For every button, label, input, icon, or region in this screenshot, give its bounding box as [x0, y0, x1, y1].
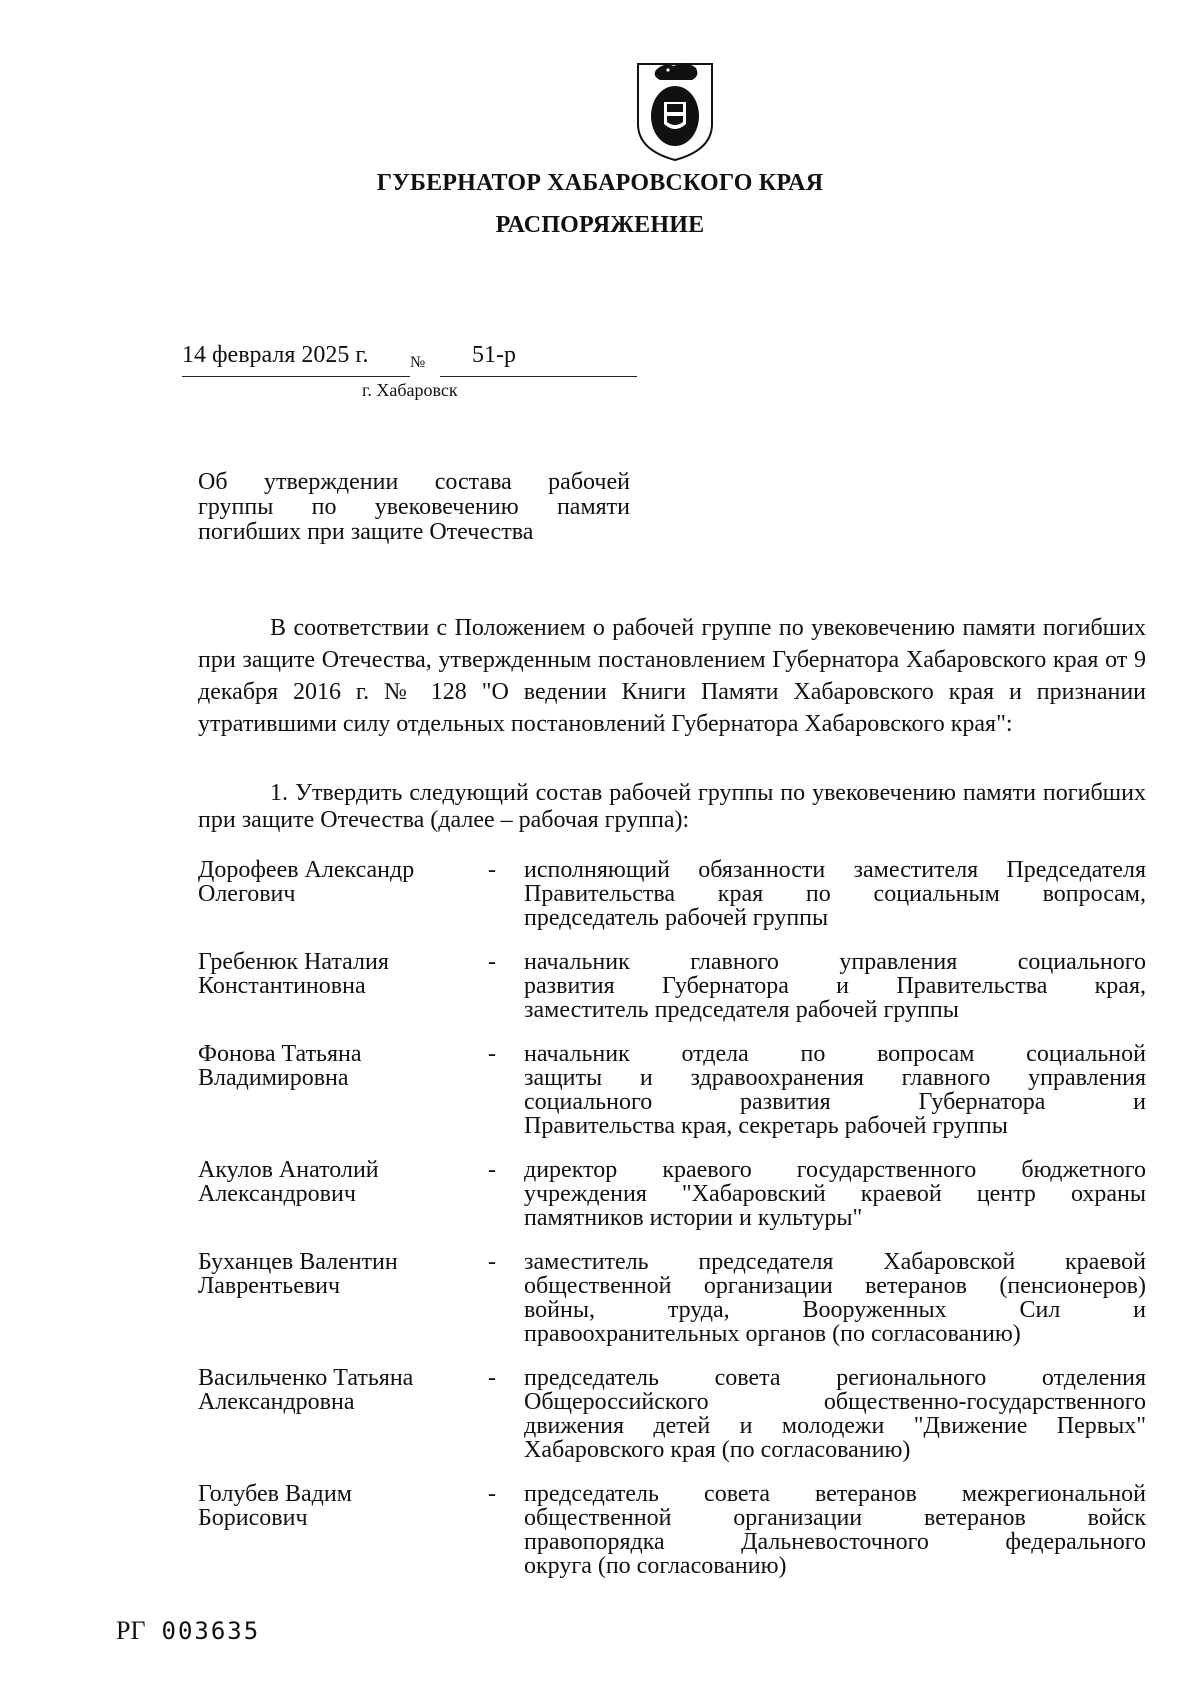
- member-name: Голубев Вадим Борисович: [198, 1481, 352, 1531]
- member-name: Фонова Татьяна Владимировна: [198, 1041, 362, 1091]
- serial-series: РГ: [116, 1616, 146, 1645]
- document-date: 14 февраля 2025 г.: [182, 342, 369, 368]
- member-name: Дорофеев Александр Олегович: [198, 857, 415, 907]
- date-underline: [182, 376, 410, 377]
- member-role: председатель совета регионального отделения Общероссийского общественно-государственного движения детей и молодежи "Движение Первых" Хабаровского края (по согласованию): [524, 1365, 1146, 1463]
- member-role: исполняющий обязанности заместителя Председателя Правительства края по социальным вопросам, председатель рабочей группы: [524, 857, 1146, 931]
- number-sign: №: [410, 354, 426, 371]
- member-dash: -: [488, 1249, 496, 1275]
- date-number-line: [182, 342, 637, 376]
- member-dash: -: [488, 949, 496, 975]
- member-row: [198, 1158, 1146, 1230]
- issuing-authority: ГУБЕРНАТОР ХАБАРОВСКОГО КРАЯ: [376, 170, 824, 196]
- member-dash: -: [488, 857, 496, 883]
- member-name: Гребенюк Наталия Константиновна: [198, 949, 389, 999]
- member-row: [198, 1366, 1146, 1462]
- member-role: директор краевого государственного бюджетного учреждения "Хабаровский краевой центр охраны памятников истории и культуры": [524, 1157, 1146, 1231]
- member-row: [198, 1250, 1146, 1346]
- preamble-text: В соответствии с Положением о рабочей группе по увековечению памяти погибших при защите Отечества, утвержденным постановлением Губернатора Хабаровского края от 9 декабря 2016 г. № 128 "О ведении Книги Памяти Хабаровского края и признании утратившими силу отдельных постановлений Губернатора Хабаровского края":: [198, 615, 1146, 737]
- member-dash: -: [488, 1041, 496, 1067]
- item-1-text: 1. Утвердить следующий состав рабочей группы по увековечению памяти погибших при защите Отечества (далее – рабочая группа):: [198, 780, 1146, 833]
- member-role: председатель совета ветеранов межрегиональной общественной организации ветеранов войск правопорядка Дальневосточного федерального округа (по согласованию): [524, 1481, 1146, 1579]
- document-type: РАСПОРЯЖЕНИЕ: [495, 212, 705, 238]
- member-dash: -: [488, 1481, 496, 1507]
- document-subject: [198, 470, 630, 545]
- serial-code: 003635: [161, 1617, 261, 1645]
- member-role: начальник главного управления социального развития Губернатора и Правительства края, заместитель председателя рабочей группы: [524, 949, 1146, 1023]
- member-role: начальник отдела по вопросам социальной защиты и здравоохранения главного управления социального развития Губернатора и Правительства края, секретарь рабочей группы: [524, 1041, 1146, 1139]
- member-row: [198, 1482, 1146, 1578]
- member-name: Акулов Анатолий Александрович: [198, 1157, 379, 1207]
- member-role: заместитель председателя Хабаровской краевой общественной организации ветеранов (пенсионеров) войны, труда, Вооруженных Сил и правоохранительных органов (по согласованию): [524, 1249, 1146, 1347]
- member-name: Васильченко Татьяна Александровна: [198, 1365, 414, 1415]
- member-dash: -: [488, 1365, 496, 1391]
- item-1-paragraph: [198, 780, 1146, 834]
- member-row: [198, 1042, 1146, 1138]
- member-dash: -: [488, 1157, 496, 1183]
- coat-of-arms-bear-icon: [634, 58, 716, 163]
- preamble-paragraph: [198, 612, 1146, 740]
- form-serial-number: [116, 1616, 260, 1646]
- number-underline: [440, 376, 637, 377]
- member-row: [198, 858, 1146, 930]
- subject-line: Об утверждении состава рабочей: [198, 469, 630, 495]
- document-number: 51-р: [472, 342, 516, 368]
- document-city: г. Хабаровск: [362, 380, 458, 400]
- members-list: [198, 858, 1146, 1598]
- subject-line: группы по увековечению памяти: [198, 494, 630, 520]
- subject-line: погибших при защите Отечества: [198, 519, 534, 545]
- member-row: [198, 950, 1146, 1022]
- member-name: Буханцев Валентин Лаврентьевич: [198, 1249, 398, 1299]
